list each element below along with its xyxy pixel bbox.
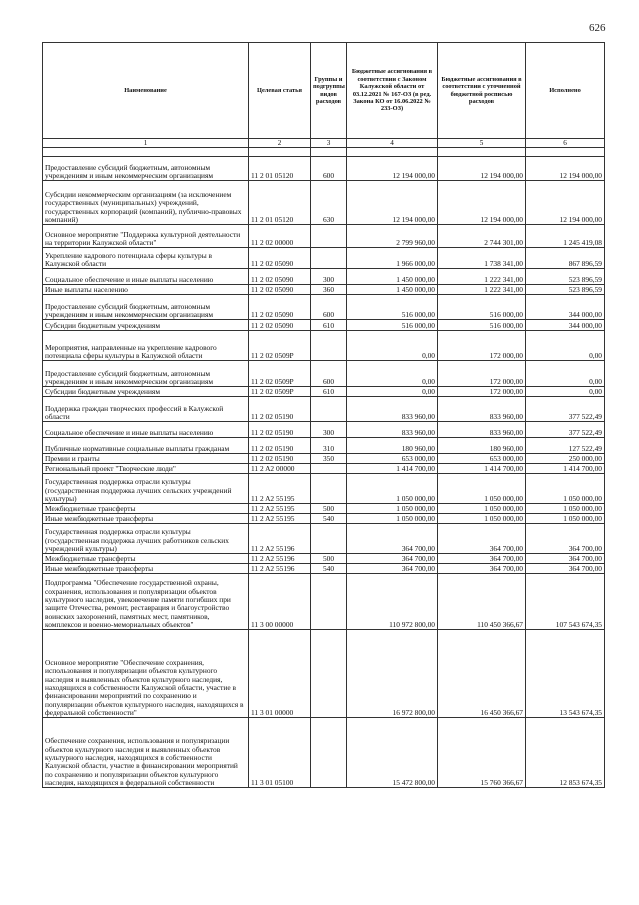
- row-name: Премии и гранты: [43, 454, 249, 464]
- header-target: Целевая статья: [249, 43, 311, 139]
- target-code: 11 2 01 05120: [249, 181, 311, 225]
- law-amount: 364 700,00: [347, 554, 438, 564]
- row-name: Мероприятия, направленные на укрепление кадрового потенциала сферы культуры в Калужской области: [43, 331, 249, 361]
- expense-group: 350: [311, 454, 347, 464]
- expense-group: [311, 248, 347, 269]
- target-code: 11 2 A2 55196: [249, 524, 311, 554]
- law-amount: 364 700,00: [347, 524, 438, 554]
- header-row: [43, 43, 605, 139]
- law-amount: 12 194 000,00: [347, 157, 438, 181]
- column-number: 4: [347, 139, 438, 148]
- law-amount: 516 000,00: [347, 320, 438, 331]
- executed-amount: 344 000,00: [526, 295, 605, 320]
- target-code: 11 2 02 05190: [249, 454, 311, 464]
- row-name: Социальное обеспечение и иные выплаты населению: [43, 422, 249, 438]
- executed-amount: 364 700,00: [526, 524, 605, 554]
- law-amount: 1 050 000,00: [347, 504, 438, 514]
- spacer-cell: [438, 148, 526, 157]
- law-amount: 0,00: [347, 387, 438, 397]
- target-code: 11 2 02 05190: [249, 422, 311, 438]
- expense-group: 600: [311, 361, 347, 387]
- refined-amount: 833 960,00: [438, 422, 526, 438]
- expense-group: [311, 718, 347, 788]
- column-number: 3: [311, 139, 347, 148]
- target-code: 11 2 02 05090: [249, 285, 311, 295]
- row-name: Субсидии бюджетным учреждениям: [43, 387, 249, 397]
- target-code: 11 3 01 05100: [249, 718, 311, 788]
- expense-group: 630: [311, 181, 347, 225]
- target-code: 11 2 02 05090: [249, 295, 311, 320]
- expense-group: 610: [311, 387, 347, 397]
- executed-amount: 1 050 000,00: [526, 504, 605, 514]
- expense-group: 610: [311, 320, 347, 331]
- row-name: Основное мероприятие "Поддержка культурной деятельности на территории Калужской области": [43, 225, 249, 248]
- refined-amount: 172 000,00: [438, 361, 526, 387]
- table-row: [43, 574, 605, 630]
- refined-amount: 1 222 341,00: [438, 285, 526, 295]
- executed-amount: 364 700,00: [526, 554, 605, 564]
- table-row: [43, 630, 605, 718]
- row-name: Социальное обеспечение и иные выплаты населению: [43, 269, 249, 285]
- row-name: Региональный проект "Творческие люди": [43, 464, 249, 474]
- refined-amount: 364 700,00: [438, 524, 526, 554]
- row-name: Предоставление субсидий бюджетным, автономным учреждениям и иным некоммерческим организациям: [43, 157, 249, 181]
- refined-amount: 172 000,00: [438, 331, 526, 361]
- column-number: 6: [526, 139, 605, 148]
- table-row: [43, 361, 605, 387]
- expense-group: [311, 630, 347, 718]
- table-row: [43, 564, 605, 574]
- refined-amount: 12 194 000,00: [438, 157, 526, 181]
- row-name: Иные межбюджетные трансферты: [43, 564, 249, 574]
- executed-amount: 523 896,59: [526, 269, 605, 285]
- budget-table: [42, 42, 605, 788]
- expense-group: 600: [311, 295, 347, 320]
- row-name: Предоставление субсидий бюджетным, автономным учреждениям и иным некоммерческим организациям: [43, 295, 249, 320]
- row-name: Укрепление кадрового потенциала сферы культуры в Калужской области: [43, 248, 249, 269]
- law-amount: 12 194 000,00: [347, 181, 438, 225]
- target-code: 11 2 A2 00000: [249, 464, 311, 474]
- law-amount: 364 700,00: [347, 564, 438, 574]
- law-amount: 1 450 000,00: [347, 269, 438, 285]
- law-amount: 16 972 800,00: [347, 630, 438, 718]
- law-amount: 2 799 960,00: [347, 225, 438, 248]
- table-row: [43, 295, 605, 320]
- executed-amount: 377 522,49: [526, 397, 605, 422]
- refined-amount: 15 760 366,67: [438, 718, 526, 788]
- row-name: Субсидии некоммерческим организациям (за исключением государственных (муниципальных) учреждений, государственных корпораций (компаний), публично-правовых компаний): [43, 181, 249, 225]
- executed-amount: 1 414 700,00: [526, 464, 605, 474]
- spacer-cell: [43, 148, 249, 157]
- target-code: 11 2 02 0509Р: [249, 361, 311, 387]
- law-amount: 0,00: [347, 331, 438, 361]
- executed-amount: 12 194 000,00: [526, 181, 605, 225]
- refined-amount: 833 960,00: [438, 397, 526, 422]
- law-amount: 0,00: [347, 361, 438, 387]
- column-number-row: [43, 139, 605, 148]
- table-row: [43, 331, 605, 361]
- refined-amount: 1 738 341,00: [438, 248, 526, 269]
- law-amount: 110 972 800,00: [347, 574, 438, 630]
- target-code: 11 2 02 00000: [249, 225, 311, 248]
- row-name: Межбюджетные трансферты: [43, 504, 249, 514]
- expense-group: 600: [311, 157, 347, 181]
- expense-group: 310: [311, 438, 347, 454]
- law-amount: 1 050 000,00: [347, 474, 438, 504]
- executed-amount: 12 194 000,00: [526, 157, 605, 181]
- expense-group: 300: [311, 269, 347, 285]
- header-refined: Бюджетные ассигнования в соответствии с уточненной бюджетной росписью расходов: [438, 43, 526, 139]
- table-row: [43, 438, 605, 454]
- target-code: 11 3 00 00000: [249, 574, 311, 630]
- row-name: Государственная поддержка отрасли культуры (государственная поддержка лучших работников сельских учреждений культуры): [43, 524, 249, 554]
- row-name: Государственная поддержка отрасли культуры (государственная поддержка лучших сельских учреждений культуры): [43, 474, 249, 504]
- row-name: Иные межбюджетные трансферты: [43, 514, 249, 524]
- executed-amount: 107 543 674,35: [526, 574, 605, 630]
- refined-amount: 1 050 000,00: [438, 474, 526, 504]
- target-code: 11 2 02 05090: [249, 248, 311, 269]
- target-code: 11 2 A2 55195: [249, 514, 311, 524]
- executed-amount: 1 050 000,00: [526, 514, 605, 524]
- law-amount: 1 450 000,00: [347, 285, 438, 295]
- executed-amount: 0,00: [526, 387, 605, 397]
- table-row: [43, 524, 605, 554]
- executed-amount: 250 000,00: [526, 454, 605, 464]
- header-name: Наименование: [43, 43, 249, 139]
- target-code: 11 2 02 0509Р: [249, 331, 311, 361]
- table-row: [43, 514, 605, 524]
- executed-amount: 12 853 674,35: [526, 718, 605, 788]
- refined-amount: 1 050 000,00: [438, 504, 526, 514]
- table-row: [43, 157, 605, 181]
- law-amount: 1 050 000,00: [347, 514, 438, 524]
- expense-group: [311, 397, 347, 422]
- table-row: [43, 397, 605, 422]
- executed-amount: 867 896,59: [526, 248, 605, 269]
- table-row: [43, 474, 605, 504]
- column-number: 2: [249, 139, 311, 148]
- expense-group: 360: [311, 285, 347, 295]
- expense-group: [311, 331, 347, 361]
- spacer-cell: [347, 148, 438, 157]
- expense-group: [311, 464, 347, 474]
- executed-amount: 523 896,59: [526, 285, 605, 295]
- refined-amount: 516 000,00: [438, 320, 526, 331]
- table-row: [43, 285, 605, 295]
- expense-group: [311, 524, 347, 554]
- law-amount: 516 000,00: [347, 295, 438, 320]
- column-number: 5: [438, 139, 526, 148]
- executed-amount: 1 050 000,00: [526, 474, 605, 504]
- executed-amount: 0,00: [526, 331, 605, 361]
- row-name: Обеспечение сохранения, использования и популяризации объектов культурного наследия и выявленных объектов культурного наследия, находящихся в собственности Калужской области, участие в финансировании мероприятий по сохранению и популяризации объектов культурного наследия, находящихся в федеральной собственности: [43, 718, 249, 788]
- header-law: Бюджетные ассигнования в соответствии с Законом Калужской области от 03.12.2021 № 167-ОЗ (в ред. Закона КО от 16.06.2022 № 233-ОЗ): [347, 43, 438, 139]
- target-code: 11 2 A2 55195: [249, 474, 311, 504]
- executed-amount: 13 543 674,35: [526, 630, 605, 718]
- target-code: 11 2 02 05090: [249, 269, 311, 285]
- table-row: [43, 504, 605, 514]
- target-code: 11 2 02 05190: [249, 397, 311, 422]
- target-code: 11 2 02 05190: [249, 438, 311, 454]
- spacer-row: [43, 148, 605, 157]
- row-name: Подпрограмма "Обеспечение государственной охраны, сохранения, использования и популяризации объектов культурного наследия, увековечение памяти погибших при защите Отечества, ремонт, реставрация и благоустройство воинских захоронений, памятных мест, памятников, комплексов и военно-мемориальных объектов": [43, 574, 249, 630]
- target-code: 11 2 02 0509Р: [249, 387, 311, 397]
- row-name: Межбюджетные трансферты: [43, 554, 249, 564]
- refined-amount: 1 050 000,00: [438, 514, 526, 524]
- spacer-cell: [311, 148, 347, 157]
- table-row: [43, 464, 605, 474]
- law-amount: 15 472 800,00: [347, 718, 438, 788]
- law-amount: 653 000,00: [347, 454, 438, 464]
- refined-amount: 1 414 700,00: [438, 464, 526, 474]
- table-row: [43, 454, 605, 464]
- target-code: 11 3 01 00000: [249, 630, 311, 718]
- refined-amount: 180 960,00: [438, 438, 526, 454]
- table-row: [43, 554, 605, 564]
- law-amount: 180 960,00: [347, 438, 438, 454]
- law-amount: 1 966 000,00: [347, 248, 438, 269]
- table-row: [43, 718, 605, 788]
- refined-amount: 172 000,00: [438, 387, 526, 397]
- row-name: Субсидии бюджетным учреждениям: [43, 320, 249, 331]
- page-number: 626: [589, 22, 606, 34]
- refined-amount: 16 450 366,67: [438, 630, 526, 718]
- refined-amount: 12 194 000,00: [438, 181, 526, 225]
- spacer-cell: [526, 148, 605, 157]
- table-row: [43, 225, 605, 248]
- target-code: 11 2 A2 55196: [249, 554, 311, 564]
- refined-amount: 110 450 366,67: [438, 574, 526, 630]
- table-row: [43, 248, 605, 269]
- row-name: Основное мероприятие "Обеспечение сохранения, использования и популяризации объектов культурного наследия и выявленных объектов культурного наследия, находящихся в собственности Калужской области, участие в финансировании мероприятий по сохранению и популяризации объектов культурного наследия, находящихся в федеральной собственности": [43, 630, 249, 718]
- target-code: 11 2 A2 55196: [249, 564, 311, 574]
- refined-amount: 653 000,00: [438, 454, 526, 464]
- expense-group: 540: [311, 564, 347, 574]
- executed-amount: 344 000,00: [526, 320, 605, 331]
- header-executed: Исполнено: [526, 43, 605, 139]
- row-name: Предоставление субсидий бюджетным, автономным учреждениям и иным некоммерческим организациям: [43, 361, 249, 387]
- law-amount: 1 414 700,00: [347, 464, 438, 474]
- expense-group: 540: [311, 514, 347, 524]
- table-row: [43, 422, 605, 438]
- table-row: [43, 181, 605, 225]
- header-groups: Группы и подгруппы видов расходов: [311, 43, 347, 139]
- expense-group: 500: [311, 554, 347, 564]
- law-amount: 833 960,00: [347, 422, 438, 438]
- executed-amount: 364 700,00: [526, 564, 605, 574]
- refined-amount: 2 744 301,00: [438, 225, 526, 248]
- table-row: [43, 320, 605, 331]
- target-code: 11 2 01 05120: [249, 157, 311, 181]
- refined-amount: 1 222 341,00: [438, 269, 526, 285]
- executed-amount: 127 522,49: [526, 438, 605, 454]
- table-row: [43, 387, 605, 397]
- row-name: Поддержка граждан творческих профессий в Калужской области: [43, 397, 249, 422]
- target-code: 11 2 02 05090: [249, 320, 311, 331]
- table-row: [43, 269, 605, 285]
- expense-group: [311, 474, 347, 504]
- target-code: 11 2 A2 55195: [249, 504, 311, 514]
- expense-group: [311, 574, 347, 630]
- row-name: Публичные нормативные социальные выплаты гражданам: [43, 438, 249, 454]
- law-amount: 833 960,00: [347, 397, 438, 422]
- column-number: 1: [43, 139, 249, 148]
- spacer-cell: [249, 148, 311, 157]
- row-name: Иные выплаты населению: [43, 285, 249, 295]
- refined-amount: 516 000,00: [438, 295, 526, 320]
- expense-group: 300: [311, 422, 347, 438]
- executed-amount: 377 522,49: [526, 422, 605, 438]
- refined-amount: 364 700,00: [438, 564, 526, 574]
- refined-amount: 364 700,00: [438, 554, 526, 564]
- expense-group: 500: [311, 504, 347, 514]
- executed-amount: 0,00: [526, 361, 605, 387]
- expense-group: [311, 225, 347, 248]
- executed-amount: 1 245 419,08: [526, 225, 605, 248]
